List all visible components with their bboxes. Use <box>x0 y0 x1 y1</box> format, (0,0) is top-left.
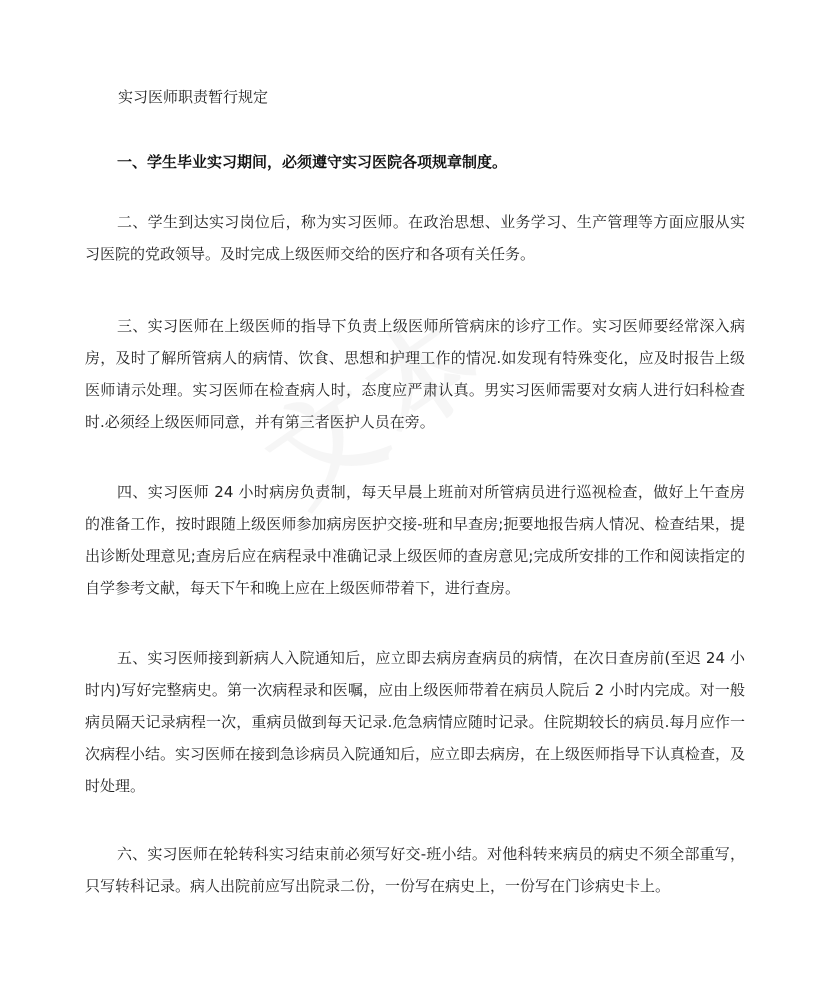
paragraph-2: 二、学生到达实习岗位后，称为实习医师。在政治思想、业务学习、生产管理等方面应服从实习医院的党政领导。及时完成上级医师交给的医疗和各项有关任务。 <box>85 213 745 263</box>
paragraph-3: 三、实习医师在上级医师的指导下负责上级医师所管病床的诊疗工作。实习医师要经常深入病房，及时了解所管病人的病情、饮食、思想和护理工作的情况.如发现有特殊变化，应及时报告上级医师请示处理。实习医师在检查病人时，态度应严肃认真。男实习医师需要对女病人进行妇科检查时.必须经上级医师同意，并有第三者医护人员在旁。 <box>85 317 745 431</box>
paragraph-6: 六、实习医师在轮转科实习结束前必须写好交-班小结。对他科转来病员的病史不须全部重写，只写转科记录。病人出院前应写出院录二份，一份写在病史上，一份写在门诊病史卡上。 <box>85 845 745 895</box>
document-title: 实习医师职责暂行规定 <box>118 88 269 106</box>
paragraph-1: 一、学生毕业实习期间，必须遵守实习医院各项规章制度。 <box>117 153 508 171</box>
paragraph-4: 四、实习医师 24 小时病房负责制，每天早晨上班前对所管病员进行巡视检查，做好上午查房的准备工作，按时跟随上级医师参加病房医护交接-班和早查房;扼要地报告病人情况、检查结果，提出诊断处理意见;查房后应在病程录中准确记录上级医师的查房意见;完成所安排的工作和阅读指定的自学参考文献，每天下午和晚上应在上级医师带着下，进行查房。 <box>85 483 745 597</box>
paragraph-5: 五、实习医师接到新病人入院通知后，应立即去病房查病员的病情，在次日查房前(至迟 24 小时内)写好完整病史。第一次病程录和医嘱，应由上级医师带着在病员人院后 2 小时内完成。对一般病员隔天记录病程一次，重病员做到每天记录.危急病情应随时记录。住院期较长的病员.每月应作一次病程小结。实习医师在接到急诊病员入院通知后，应立即去病房，在上级医师指导下认真检查，及时处理。 <box>85 649 746 795</box>
document-body <box>85 86 745 902</box>
